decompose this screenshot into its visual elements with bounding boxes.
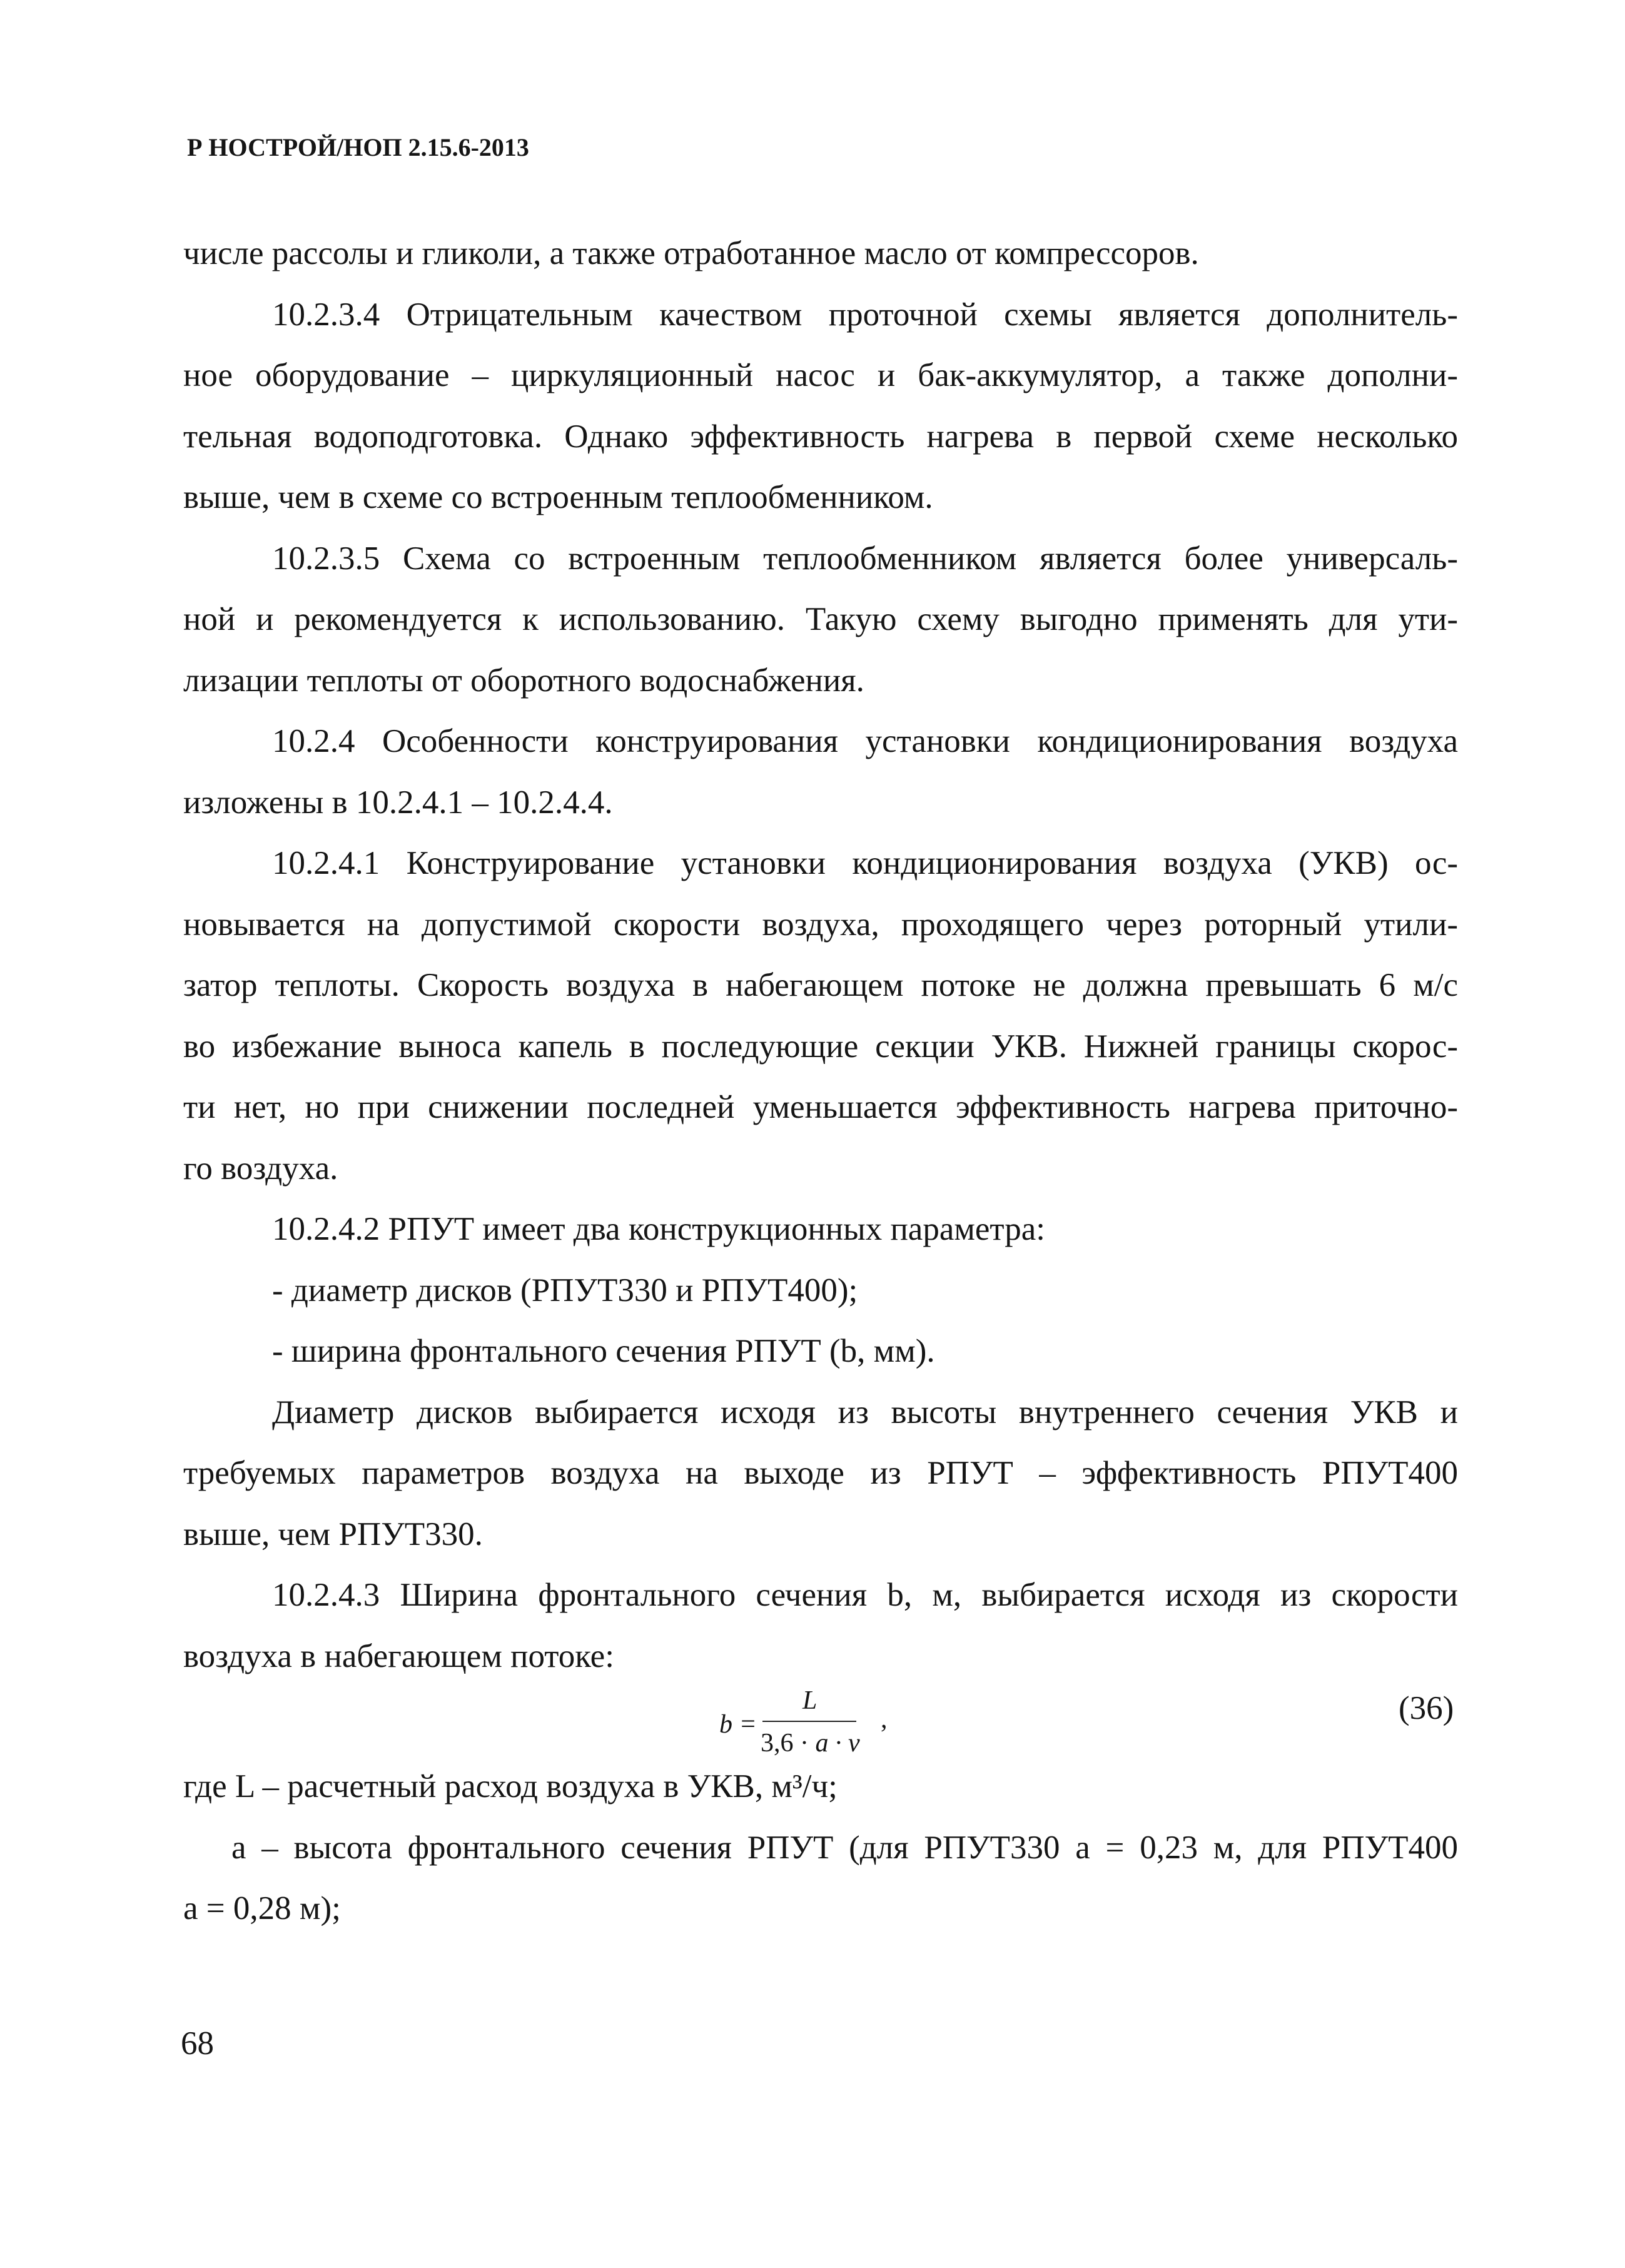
- denominator-coefficient: 3,6 ·: [761, 1729, 816, 1758]
- paragraph-line: затор теплоты. Скорость воздуха в набегающем потоке не должна превышать 6 м/с: [183, 967, 1458, 1003]
- paragraph-line: 10.2.4.2 РПУТ имеет два конструкционных параметра:: [272, 1211, 1045, 1247]
- paragraph-line: 10.2.3.4 Отрицательным качеством проточной схемы является дополнитель-: [272, 296, 1458, 333]
- paragraph-line: ное оборудование – циркуляционный насос и бак-аккумулятор, а также дополни-: [183, 357, 1458, 393]
- document-code-header: Р НОСТРОЙ/НОП 2.15.6-2013: [187, 133, 529, 161]
- paragraph-line: 10.2.4.1 Конструирование установки кондиционирования воздуха (УКВ) ос-: [272, 845, 1458, 881]
- paragraph-line: выше, чем в схеме со встроенным теплообменником.: [183, 479, 933, 515]
- paragraph-line: требуемых параметров воздуха на выходе из РПУТ – эффективность РПУТ400: [183, 1455, 1458, 1491]
- page-number: 68: [181, 2025, 214, 2062]
- list-item: - ширина фронтального сечения РПУТ (b, мм).: [272, 1333, 935, 1369]
- paragraph-line: новывается на допустимой скорости воздуха, проходящего через роторный утили-: [183, 906, 1458, 943]
- paragraph-line: a = 0,28 м);: [183, 1890, 341, 1926]
- paragraph-line: 10.2.4.3 Ширина фронтального сечения b, м, выбирается исходя из скорости: [272, 1577, 1458, 1613]
- fraction-bar: [762, 1721, 856, 1722]
- paragraph-line: Диаметр дисков выбирается исходя из высоты внутреннего сечения УКВ и: [272, 1394, 1458, 1430]
- paragraph-line: тельная водоподготовка. Однако эффективность нагрева в первой схеме несколько: [183, 418, 1458, 455]
- paragraph-line: где L – расчетный расход воздуха в УКВ, м³/ч;: [183, 1768, 838, 1805]
- formula-numerator: L: [802, 1686, 818, 1715]
- paragraph-line: изложены в 10.2.4.1 – 10.2.4.4.: [183, 784, 613, 821]
- paragraph-line: 10.2.4 Особенности конструирования установки кондиционирования воздуха: [272, 723, 1458, 759]
- denominator-variables: a · v: [815, 1729, 860, 1758]
- paragraph-line: 10.2.3.5 Схема со встроенным теплообменником является более универсаль-: [272, 540, 1458, 577]
- paragraph-line: выше, чем РПУТ330.: [183, 1516, 483, 1552]
- formula-comma: ,: [881, 1705, 888, 1734]
- formula-lhs: b =: [719, 1710, 757, 1739]
- list-item: - диаметр дисков (РПУТ330 и РПУТ400);: [272, 1272, 858, 1309]
- paragraph-line: го воздуха.: [183, 1150, 338, 1187]
- equation-number: (36): [1399, 1690, 1454, 1726]
- paragraph-line: лизации теплоты от оборотного водоснабжения.: [183, 662, 864, 699]
- paragraph-line: воздуха в набегающем потоке:: [183, 1638, 614, 1674]
- paragraph-line: ти нет, но при снижении последней уменьшается эффективность нагрева приточно-: [183, 1089, 1458, 1125]
- paragraph-line: ной и рекомендуется к использованию. Такую схему выгодно применять для ути-: [183, 601, 1458, 637]
- paragraph-line: числе рассолы и гликоли, а также отработанное масло от компрессоров.: [183, 235, 1199, 271]
- paragraph-line: во избежание выноса капель в последующие секции УКВ. Нижней границы скорос-: [183, 1028, 1458, 1065]
- formula-denominator: [761, 1728, 860, 1758]
- paragraph-line: a – высота фронтального сечения РПУТ (для РПУТ330 a = 0,23 м, для РПУТ400: [231, 1830, 1458, 1866]
